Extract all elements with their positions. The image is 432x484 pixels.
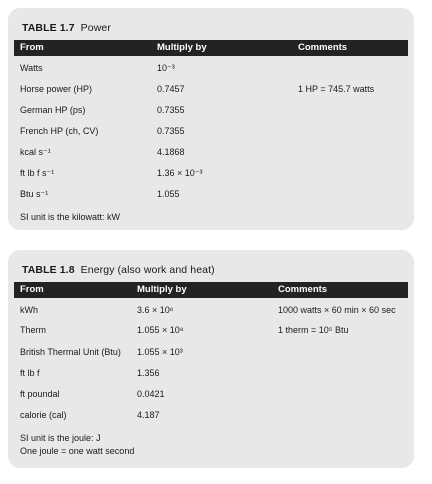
cell-multiply-by: 4.187 bbox=[137, 410, 160, 420]
cell-comments: 1 therm = 10⁵ Btu bbox=[278, 325, 349, 335]
cell-from: Btu s⁻¹ bbox=[20, 189, 49, 199]
cell-from: British Thermal Unit (Btu) bbox=[20, 347, 121, 357]
power-table-card bbox=[8, 8, 414, 230]
cell-multiply-by: 1.055 × 10³ bbox=[137, 347, 183, 357]
table-footnote: SI unit is the joule: J bbox=[20, 433, 101, 443]
cell-from: Watts bbox=[20, 63, 43, 73]
cell-from: Therm bbox=[20, 325, 47, 335]
table-row bbox=[14, 63, 408, 83]
cell-comments: 1 HP = 745.7 watts bbox=[298, 84, 375, 94]
cell-multiply-by: 0.7457 bbox=[157, 84, 185, 94]
cell-multiply-by: 0.0421 bbox=[137, 389, 165, 399]
column-header-from: From bbox=[20, 42, 44, 53]
table-number: TABLE 1.7 bbox=[22, 22, 75, 34]
table-footnote: One joule = one watt second bbox=[20, 446, 135, 456]
energy-table-card bbox=[8, 250, 414, 468]
table-row bbox=[14, 105, 408, 125]
cell-from: ft poundal bbox=[20, 389, 60, 399]
table-row bbox=[14, 84, 408, 104]
table-row bbox=[14, 147, 408, 167]
table-row bbox=[14, 410, 408, 430]
cell-multiply-by: 0.7355 bbox=[157, 105, 185, 115]
table-caption: Power bbox=[80, 22, 111, 34]
cell-multiply-by: 1.055 bbox=[157, 189, 180, 199]
cell-multiply-by: 3.6 × 10⁶ bbox=[137, 305, 174, 315]
cell-multiply-by: 1.36 × 10⁻³ bbox=[157, 168, 203, 178]
table-row bbox=[14, 189, 408, 209]
cell-from: calorie (cal) bbox=[20, 410, 67, 420]
table-header-row bbox=[14, 40, 408, 56]
table-header-row bbox=[14, 282, 408, 298]
column-header-multiply-by: Multiply by bbox=[137, 284, 187, 295]
cell-multiply-by: 1.055 × 10⁸ bbox=[137, 325, 184, 335]
table-caption: Energy (also work and heat) bbox=[80, 264, 215, 276]
cell-from: German HP (ps) bbox=[20, 105, 86, 115]
cell-multiply-by: 4.1868 bbox=[157, 147, 185, 157]
cell-from: ft lb f bbox=[20, 368, 40, 378]
column-header-from: From bbox=[20, 284, 44, 295]
table-row bbox=[14, 325, 408, 345]
cell-from: French HP (ch, CV) bbox=[20, 126, 99, 136]
cell-multiply-by: 10⁻³ bbox=[157, 63, 175, 73]
column-header-multiply-by: Multiply by bbox=[157, 42, 207, 53]
table-row bbox=[14, 368, 408, 388]
cell-multiply-by: 1.356 bbox=[137, 368, 160, 378]
table-footnote: SI unit is the kilowatt: kW bbox=[20, 212, 121, 222]
table-row bbox=[14, 168, 408, 188]
cell-from: Horse power (HP) bbox=[20, 84, 93, 94]
cell-from: kcal s⁻¹ bbox=[20, 147, 51, 157]
table-row bbox=[14, 305, 408, 325]
table-row bbox=[14, 126, 408, 146]
cell-multiply-by: 0.7355 bbox=[157, 126, 185, 136]
cell-comments: 1000 watts × 60 min × 60 sec bbox=[278, 305, 396, 315]
column-header-comments: Comments bbox=[278, 284, 328, 295]
table-title bbox=[22, 264, 215, 276]
cell-from: ft lb f s⁻¹ bbox=[20, 168, 55, 178]
column-header-comments: Comments bbox=[298, 42, 348, 53]
table-number: TABLE 1.8 bbox=[22, 264, 75, 276]
table-title bbox=[22, 22, 111, 34]
table-row bbox=[14, 347, 408, 367]
table-row bbox=[14, 389, 408, 409]
cell-from: kWh bbox=[20, 305, 38, 315]
